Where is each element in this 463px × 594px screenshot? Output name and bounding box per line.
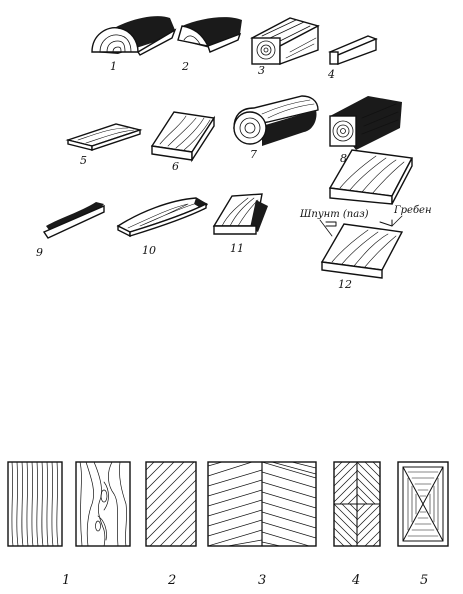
lumber-item-3 [252, 18, 318, 64]
pattern-1 [8, 462, 130, 546]
pattern-label-4: 4 [352, 573, 361, 588]
pattern-5 [398, 462, 448, 546]
lumber-item-4 [330, 36, 376, 64]
annotation-tongue-leader [392, 216, 402, 226]
pattern-label-3: 3 [258, 573, 267, 588]
lumber-item-5 [68, 124, 140, 150]
lumber-item-11 [214, 194, 268, 234]
lumber-item-label-10: 10 [142, 244, 156, 257]
pattern-3 [208, 462, 316, 548]
lumber-item-label-3: 3 [258, 64, 265, 77]
lumber-item-2 [178, 17, 242, 52]
lumber-item-label-4: 4 [328, 68, 335, 81]
pattern-label-2: 2 [168, 573, 177, 588]
pattern-label-5: 5 [420, 573, 429, 588]
lumber-item-label-8: 8 [340, 152, 347, 165]
lumber-item-label-2: 2 [182, 60, 189, 73]
lumber-item-6 [152, 112, 214, 160]
pattern-label-1: 1 [62, 573, 71, 588]
parquet-patterns-figure [8, 462, 448, 588]
lumber-item-label-11: 11 [230, 242, 244, 255]
lumber-item-label-1: 1 [110, 60, 117, 73]
lumber-item-8 [330, 96, 402, 150]
lumber-item-1 [92, 16, 175, 55]
lumber-item-label-7: 7 [250, 148, 257, 161]
lumber-item-7 [234, 96, 318, 146]
lumber-item-label-9: 9 [36, 246, 43, 259]
annotation-groove: Шпунт (паз) [300, 209, 369, 220]
lumber-item-label-5: 5 [80, 154, 87, 167]
lumber-item-label-6: 6 [172, 160, 179, 173]
lumber-item-label-12: 12 [338, 278, 352, 291]
pattern-4 [334, 462, 380, 546]
lumber-item-10 [118, 198, 208, 236]
lumber-item-9 [44, 202, 104, 238]
lumber-types-figure [36, 16, 432, 291]
pattern-2 [146, 462, 196, 546]
annotation-tongue: Гребен [394, 205, 432, 216]
